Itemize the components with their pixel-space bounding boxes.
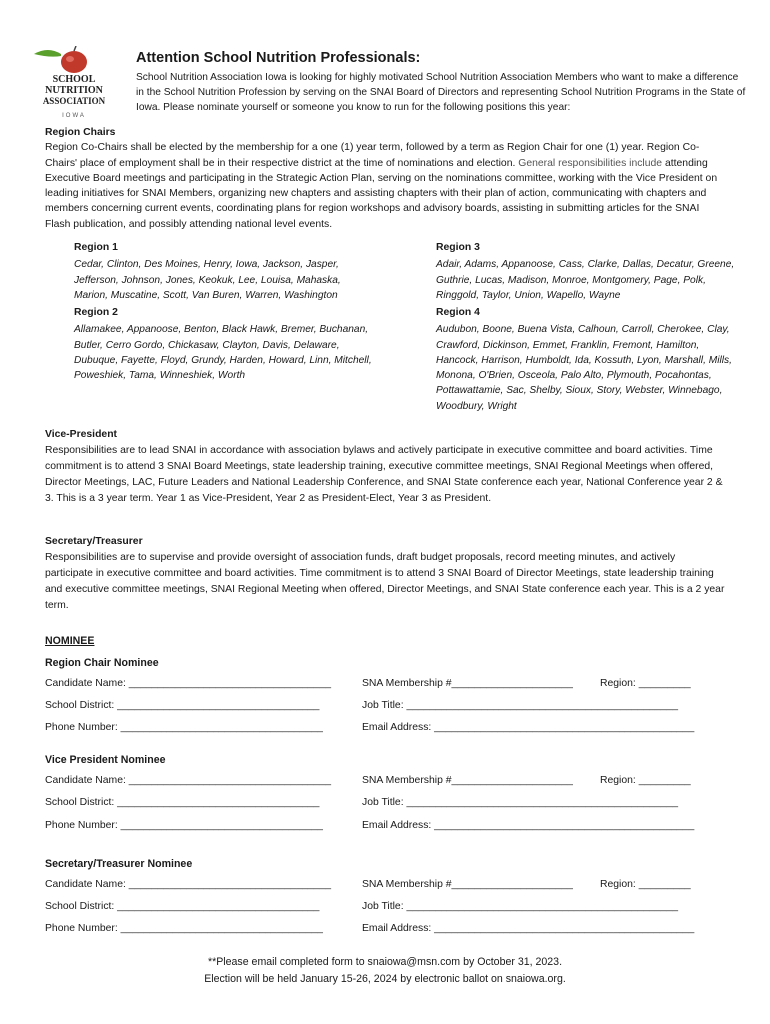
secretary-email-field[interactable]: Email Address: _____________________________________________ <box>362 923 695 934</box>
vp-candidate-field[interactable]: Candidate Name: ___________________________________ <box>45 775 332 786</box>
vice-president-text: Responsibilities are to lead SNAI in accordance with association bylaws and actively participate in executive committee and board activities. Time commitment is to attend 3 SNAI Board Meetings, state leadership training, executive committee meetings, SNAI Regional Meetings when offered, Director Meetings, LAC, Future Leaders and National Leadership Conference, and SNAI State conference each year, National Conference year 2 & 3. This is a 3 year term. Year 1 as Vice-President, Year 2 as President-Elect, Year 3 as President. <box>45 445 723 504</box>
region-2-block <box>74 305 374 383</box>
secretary-membership-field[interactable]: SNA Membership #_____________________ <box>362 879 573 890</box>
logo-line3: ASSOCIATION <box>42 96 106 106</box>
region-chairs-text <box>45 140 725 232</box>
secretary-region-field[interactable]: Region: _________ <box>600 879 691 890</box>
region-3-counties: Adair, Adams, Appanoose, Cass, Clarke, Dallas, Decatur, Greene, Guthrie, Lucas, Madison, Monroe, Montgomery, Page, Polk, Ringgold, Taylor, Union, Wapello, Wayne <box>436 259 735 301</box>
secretary-job-field[interactable]: Job Title: _______________________________________________ <box>362 901 679 912</box>
region-1-block <box>74 240 374 303</box>
region-2-name: Region 2 <box>74 307 118 318</box>
region-chair-membership-field[interactable]: SNA Membership #_____________________ <box>362 678 573 689</box>
secretary-district-field[interactable]: School District: ___________________________________ <box>45 901 320 912</box>
region-4-counties: Audubon, Boone, Buena Vista, Calhoun, Carroll, Cherokee, Clay, Crawford, Dickinson, Emmet, Franklin, Fremont, Hamilton, Hancock, Harrison, Humboldt, Ida, Kossuth, Lyon, Marshall, Mills, Monona, O'Brien, Osceola, Palo Alto, Plymouth, Pocahontas, Pottawattamie, Sac, Shelby, Sioux, Story, Webster, Winnebago, Woodbury, Wright <box>436 324 732 412</box>
vp-region-field[interactable]: Region: _________ <box>600 775 691 786</box>
logo-line4: IOWA <box>62 113 86 119</box>
region-4-block <box>436 305 736 414</box>
region-1-counties: Cedar, Clinton, Des Moines, Henry, Iowa, Jackson, Jasper, Jefferson, Johnson, Jones, Keokuk, Lee, Louisa, Mahaska, Marion, Muscatine, Scott, Van Buren, Warren, Washington <box>74 259 341 301</box>
vp-phone-field[interactable]: Phone Number: ___________________________________ <box>45 820 323 831</box>
vp-district-field[interactable]: School District: ___________________________________ <box>45 797 320 808</box>
snai-logo <box>28 46 120 120</box>
footer-email-instruction: **Please email completed form to snaiowa@msn.com by October 31, 2023. <box>207 956 563 968</box>
intro-text: School Nutrition Association Iowa is looking for highly motivated School Nutrition Association Members who want to make a difference in the School Nutrition Profession by serving on the SNAI Board of Directors and representing School Nutrition Programs in the State of Iowa. Please nominate yourself or someone you know to run for the following positions this year: <box>136 72 746 113</box>
vp-email-field[interactable]: Email Address: _____________________________________________ <box>362 820 695 831</box>
region-chair-nominee-heading: Region Chair Nominee <box>45 657 159 669</box>
secretary-nominee-heading: Secretary/Treasurer Nominee <box>45 858 193 870</box>
vp-job-field[interactable]: Job Title: _______________________________________________ <box>362 797 679 808</box>
region-chairs-text-main: Region Co-Chairs shall be elected by the membership for a one (1) year term, followed by a term as Region Chair for one (1) year. Region Co-Chairs' place of employment shall be in their respective district at the time of nominations and election. <box>45 142 700 169</box>
logo-line1: SCHOOL <box>52 74 96 85</box>
region-3-name: Region 3 <box>436 242 480 253</box>
secretary-text: Responsibilities are to supervise and provide oversight of association funds, draft budget proposals, record meeting minutes, and actively participate in executive committee and board activities. Time commitment is to attend 3 SNAI Board of Director Meetings, state leadership training and executive committee meetings, SNAI Regional Meeting when offered, Director Meetings, and SNAI State conference each year. This is a 2 year term. <box>45 552 725 611</box>
region-1-name: Region 1 <box>74 242 118 253</box>
region-chairs-section <box>45 125 725 232</box>
secretary-candidate-field[interactable]: Candidate Name: ___________________________________ <box>45 879 332 890</box>
vice-president-heading: Vice-President <box>45 429 117 440</box>
region-chair-job-field[interactable]: Job Title: _______________________________________________ <box>362 700 679 711</box>
secretary-phone-field[interactable]: Phone Number: ___________________________________ <box>45 923 323 934</box>
vice-president-section <box>45 427 725 507</box>
region-chair-region-field[interactable]: Region: _________ <box>600 678 691 689</box>
region-chair-email-field[interactable]: Email Address: _____________________________________________ <box>362 722 695 733</box>
vp-membership-field[interactable]: SNA Membership #_____________________ <box>362 775 573 786</box>
secretary-section <box>45 534 725 614</box>
page-title: Attention School Nutrition Professionals: <box>136 50 421 66</box>
region-chairs-text-rest: attending Executive Board meetings and participating in the Strategic Action Plan, serving on the nominations committee, working with the Vice President on leading initiatives for SNAI Members, organizing new chapters and assisting chapters with their plan of action, communicating with chapters and members concerning current events, coordinating plans for region workshops and advisory boards, assisting in submitting articles for the SNAI Flash publication, and possibly attending national level events. <box>45 157 718 230</box>
secretary-heading: Secretary/Treasurer <box>45 536 143 547</box>
logo-line2: NUTRITION <box>45 85 103 96</box>
region-4-name: Region 4 <box>436 307 480 318</box>
vice-president-nominee-heading: Vice President Nominee <box>45 754 166 766</box>
footer-election-note: Election will be held January 15-26, 2024 by electronic ballot on snaiowa.org. <box>204 973 566 985</box>
region-chairs-heading: Region Chairs <box>45 127 116 138</box>
region-chair-district-field[interactable]: School District: ___________________________________ <box>45 700 320 711</box>
region-chair-candidate-field[interactable]: Candidate Name: ___________________________________ <box>45 678 332 689</box>
nominee-heading: NOMINEE <box>45 635 95 647</box>
region-2-counties: Allamakee, Appanoose, Benton, Black Hawk, Bremer, Buchanan, Butler, Cerro Gordo, Chickasaw, Clayton, Davis, Delaware, Dubuque, Fayette, Floyd, Grundy, Harden, Howard, Linn, Mitchell, Poweshiek, Tama, Winneshiek, Worth <box>74 324 372 382</box>
region-3-block <box>436 240 736 303</box>
region-chairs-text-gray: General responsibilities include <box>518 157 663 169</box>
region-chair-phone-field[interactable]: Phone Number: ___________________________________ <box>45 722 323 733</box>
